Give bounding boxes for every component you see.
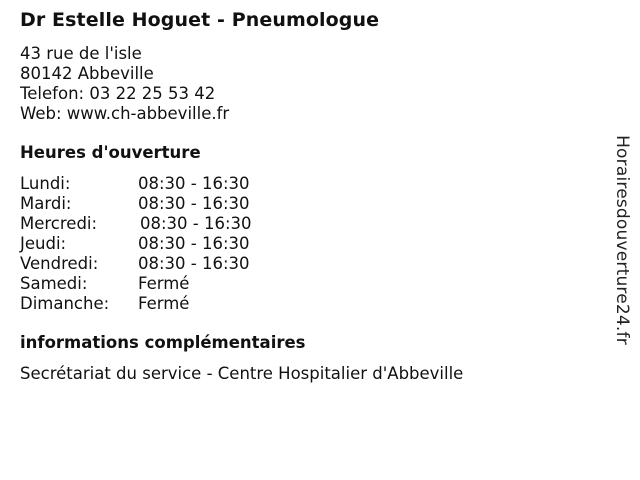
day-label: Mardi: xyxy=(20,194,72,213)
day-label: Samedi: xyxy=(20,274,88,293)
day-label: Dimanche: xyxy=(20,294,110,313)
day-label: Jeudi: xyxy=(20,234,67,253)
day-label: Vendredi: xyxy=(20,254,99,273)
hours-heading: Heures d'ouverture xyxy=(20,143,201,162)
day-label: Mercredi: xyxy=(20,214,98,233)
time-value: 08:30 - 16:30 xyxy=(140,214,252,233)
time-value: 08:30 - 16:30 xyxy=(138,194,250,213)
time-value: Fermé xyxy=(138,274,190,293)
time-value: 08:30 - 16:30 xyxy=(138,254,250,273)
street-address: 43 rue de l'isle xyxy=(20,44,142,63)
site-watermark: Horairesdouverture24.fr xyxy=(612,135,632,345)
time-value: 08:30 - 16:30 xyxy=(138,234,250,253)
time-value: Fermé xyxy=(138,294,190,313)
info-heading: informations complémentaires xyxy=(20,333,306,352)
website: Web: www.ch-abbeville.fr xyxy=(20,104,230,123)
city-address: 80142 Abbeville xyxy=(20,64,154,83)
page-title: Dr Estelle Hoguet - Pneumologue xyxy=(20,9,380,31)
time-value: 08:30 - 16:30 xyxy=(138,174,250,193)
address-block xyxy=(20,44,229,124)
phone-number: Telefon: 03 22 25 53 42 xyxy=(20,84,216,103)
info-text: Secrétariat du service - Centre Hospitalier d'Abbeville xyxy=(20,364,464,383)
day-label: Lundi: xyxy=(20,174,71,193)
